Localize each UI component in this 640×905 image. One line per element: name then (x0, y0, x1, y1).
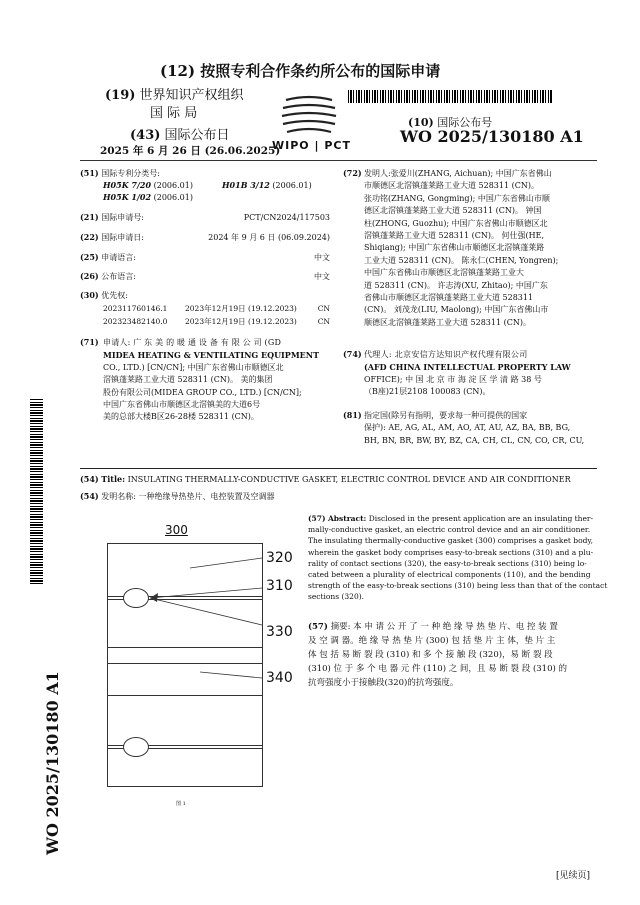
title-en-label: Title: (101, 474, 126, 484)
applicant-line: 美的总部大楼B区26-28楼 528311 (CN)。 (103, 412, 259, 422)
abstract-cn-line: 抗弯强度小于接触段(320)的抗弯强度。 (308, 678, 459, 688)
field-21-code: (21) (80, 212, 99, 222)
abstract-en-line (308, 513, 598, 524)
org-name-line1: 世界知识产权组织 (139, 88, 244, 103)
inventor-line: 市顺德区北滘镇蓬莱路工业大道 528311 (CN)。 (364, 181, 539, 191)
abstract-en-line: sections (320). (308, 592, 365, 602)
abstract-cn-line (308, 620, 598, 634)
abstract-cn (308, 620, 598, 690)
pub-date: 2025 年 6 月 26 日 (26.06.2025) (100, 145, 281, 157)
field-30-code: (30) (80, 290, 99, 300)
inventor-line: 发明人:张爱川(ZHANG, Aichuan); 中国广东省佛山 (364, 169, 552, 178)
continued-note: [见续页] (556, 871, 591, 881)
doc-type-heading: (12) 按照专利合作条约所公布的国际申请 (160, 62, 441, 80)
inventor-line: 柱(ZHONG, Guozhu); 中国广东省佛山市顺德区北 (364, 218, 548, 228)
abstract-en-line: strength of the easy-to-break sections (310) being less than that of the contact (308, 581, 608, 591)
abstract-en-line: cated between a plurality of electrical components (110), and the bending (308, 570, 591, 580)
field-25-value: 中文 (314, 253, 330, 262)
priority-date-2: 2023年12月19日 (19.12.2023) (185, 317, 297, 326)
abstract-cn-line: 体 包 括 易 断 裂 段 (310) 和 多 个 接 触 段 (320)，易 断 裂 段 (308, 650, 553, 660)
applicant-line: 中国广东省佛山市顺德区北滘镇美的大道6号 (103, 400, 261, 410)
abstract-en-label: Abstract: (327, 514, 367, 523)
figure-ref-300: 300 (165, 523, 188, 537)
field-72-code: (72) (343, 168, 362, 178)
field-21-label: 国际申请号: (101, 213, 144, 222)
title-cn-text: 一种绝缘导热垫片、电控装置及空调器 (138, 492, 275, 501)
priority-country-1: CN (317, 304, 330, 313)
inventor-line: (CN)。 刘茂龙(LIU, Maolong); 中国广东省佛山市 (364, 305, 549, 315)
field-26-value: 中文 (314, 272, 330, 281)
applicant-line: 股份有限公司(MIDEA GROUP CO., LTD.) [CN/CN]; (103, 387, 302, 397)
field-25-label: 申请语言: (101, 253, 136, 262)
field-51-label: 国际专利分类号: (101, 169, 160, 178)
priority-no-2: 202323482140.0 (103, 317, 168, 326)
agent-line: 代理人: 北京安信方达知识产权代理有限公司 (364, 350, 528, 359)
inventor-line: 中国广东省佛山市顺德区北滘镇蓬莱路工业大 (364, 268, 524, 278)
priority-date-1: 2023年12月19日 (19.12.2023) (185, 304, 297, 313)
priority-country-2: CN (317, 317, 330, 326)
title-en-text: INSULATING THERMALLY-CONDUCTIVE GASKET, ELECTRIC CONTROL DEVICE AND AIR CONDITIONER (127, 475, 571, 484)
field-71-code: (71) (80, 337, 99, 347)
inventor-line: 道 528311 (CN)。 许志涛(XU, Zhitao); 中国广东 (364, 280, 548, 290)
abstract-en-line: mally-conductive gasket, an electric control device and an air conditioner. (308, 525, 591, 535)
applicant-line: CO., LTD.) [CN/CN]; 中国广东省佛山市顺德区北 (103, 362, 284, 372)
fig-label-310: 310 (266, 578, 293, 594)
field-81-code: (81) (343, 410, 362, 420)
pub-no-label-text: 国际公布号 (437, 116, 493, 129)
fig-label-340: 340 (266, 670, 293, 686)
abstract-cn-line: 及 空 调 器。绝 缘 导 热 垫 片 (300) 包 括 垫 片 主 体，垫 片 主 (308, 636, 556, 646)
field-26-code: (26) (80, 271, 99, 281)
inventor-line: 德区北滘镇蓬莱路工业大道 528311 (CN)。 钟国 (364, 206, 542, 216)
agent-line: （B座)21层2108 100083 (CN)。 (364, 387, 491, 397)
field-22-code: (22) (80, 232, 99, 242)
wipo-logo-text: WIPO | PCT (272, 139, 351, 152)
side-pub-no: WO 2025/130180 A1 (43, 671, 62, 855)
inventor-line: 滘镇蓬莱路工业大道 528311 (CN)。 何仕强(HE, (364, 231, 545, 241)
figure-caption: 图 1 (176, 801, 186, 807)
abstract-cn-text: 本 申 请 公 开 了 一 种 绝 缘 导 热 垫 片、电 控 装 置 (353, 622, 558, 632)
abstract-code: (57) (308, 514, 326, 523)
field-22-value: 2024 年 9 月 6 日 (06.09.2024) (208, 233, 330, 242)
title-cn-label: 发明名称: (101, 492, 136, 501)
ipc-version-2: (2006.01) (272, 181, 312, 190)
priority-no-1: 202311760146.1 (103, 304, 168, 313)
title-code: (54) (80, 474, 99, 484)
agent-line: OFFICE); 中 国 北 京 市 海 淀 区 学 清 路 38 号 (364, 374, 542, 384)
ipc-version-1: (2006.01) (153, 181, 193, 190)
org-code: (19) (105, 88, 136, 103)
pub-no: WO 2025/130180 A1 (400, 127, 584, 146)
field-21-value: PCT/CN2024/117503 (243, 213, 330, 222)
field-25-code: (25) (80, 252, 99, 262)
fig-label-320: 320 (266, 550, 293, 566)
ipc-class-3: H05K 1/02 (103, 192, 152, 202)
inventor-line: Shiqiang); 中国广东省佛山市顺德区北滘镇蓬莱路 (364, 243, 545, 253)
pub-date-label-text: 国际公布日 (164, 128, 230, 143)
inventor-line: 工业大道 528311 (CN)。 陈永仁(CHEN, Yongren); (364, 255, 559, 265)
abstract-en (308, 513, 608, 603)
abstract-en-line: The insulating thermally-conductive gasket (300) comprises a gasket body, (308, 536, 594, 546)
states-line: BH, BN, BR, BW, BY, BZ, CA, CH, CL, CN, CO, CR, CU, (364, 435, 585, 445)
fig-label-330: 330 (266, 624, 293, 640)
inventor-line: 省佛山市顺德区北滘镇蓬莱路工业大道 528311 (364, 293, 534, 303)
states-line: 指定国(除另有指明，要求每一种可提供的国家 (364, 411, 528, 420)
field-26-label: 公布语言: (101, 272, 136, 281)
field-74-code: (74) (343, 349, 362, 359)
org-name-line2: 国 际 局 (150, 106, 198, 121)
field-51-code: (51) (80, 168, 99, 178)
inventor-line: 张功铭(ZHANG, Gongming); 中国广东省佛山市顺 (364, 193, 550, 203)
applicant-line: MIDEA HEATING & VENTILATING EQUIPMENT (103, 350, 320, 361)
abstract-en-line: rality of contact sections (320), the easy-to-break sections (310) being lo- (308, 558, 587, 568)
pub-no-code: (10) (408, 116, 434, 129)
barcode-side (30, 398, 43, 584)
title-code-cn: (54) (80, 491, 99, 501)
applicant-line: 申请人: 广 东 美 的 暖 通 设 备 有 限 公 司 (GD (103, 338, 282, 347)
abstract-cn-code: (57) (308, 622, 328, 632)
applicant-line: 滘镇蓬莱路工业大道 528311 (CN)。 美的集团 (103, 375, 273, 385)
agent-line: (AFD CHINA INTELLECTUAL PROPERTY LAW (364, 362, 571, 373)
abstract-en-text: Disclosed in the present application are an insulating ther- (368, 514, 594, 523)
field-22-label: 国际申请日: (101, 233, 144, 242)
abstract-cn-label: 摘要: (330, 622, 351, 632)
abstract-en-line: wherein the gasket body comprises easy-to-break sections (310) and a plu- (308, 547, 594, 557)
pub-date-code: (43) (130, 128, 161, 143)
ipc-version-3: (2006.01) (153, 193, 193, 202)
ipc-class-2: H01B 3/12 (222, 180, 270, 190)
inventor-line: 顺德区北滘镇蓬莱路工业大道 528311 (CN)。 (364, 317, 531, 327)
states-line: 保护): AE, AG, AL, AM, AO, AT, AU, AZ, BA, BB, BG, (364, 423, 571, 433)
field-30-label: 优先权: (101, 291, 128, 300)
ipc-class-1: H05K 7/20 (103, 180, 152, 190)
abstract-cn-line: (310) 位 于 多 个 电 器 元 件 (110) 之 间，且 易 断 裂 段 (310) 的 (308, 664, 568, 674)
